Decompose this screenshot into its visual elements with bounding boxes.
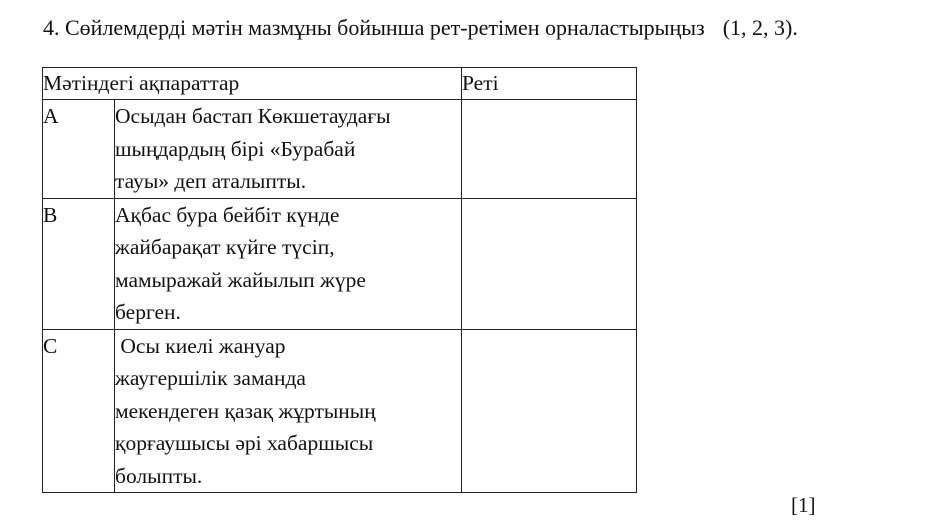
order-answer-cell[interactable] — [462, 198, 637, 329]
row-letter: A — [43, 100, 115, 199]
question-statement: 4. Сөйлемдерді мәтін мазмұны бойынша рет-ретімен орналастырыңыз — [43, 15, 705, 40]
table-row — [43, 198, 637, 329]
order-answer-cell[interactable] — [462, 100, 637, 199]
ordering-table — [42, 67, 637, 493]
sentence-line: жайбарақат күйге түсіп, — [115, 235, 335, 259]
table-row — [43, 329, 637, 493]
row-sentence — [115, 329, 462, 493]
order-answer-cell[interactable] — [462, 329, 637, 493]
table-header-row — [43, 68, 637, 100]
sentence-line: Ақбас бура бейбіт күнде — [115, 202, 340, 227]
question-text — [43, 12, 798, 44]
sentence-line: шыңдардың бірі «Бурабай — [115, 136, 356, 161]
sentence-line: қорғаушысы әрі хабаршысы — [115, 431, 374, 455]
row-sentence — [115, 100, 462, 199]
header-order: Реті — [462, 68, 637, 100]
score-mark: [1] — [791, 493, 816, 517]
sentence-line: жаугершілік заманда — [115, 366, 306, 390]
sentence-line: болыпты. — [115, 463, 203, 488]
row-letter: B — [43, 198, 115, 329]
sentence-line: Осыдан бастап Көкшетаудағы — [115, 104, 391, 128]
sentence-line: Осы киелі жануар — [115, 333, 286, 358]
header-info: Мәтіндегі ақпараттар — [43, 68, 462, 100]
sentence-line: мамыражай жайылып жүре — [115, 267, 366, 292]
sentence-line: берген. — [115, 300, 181, 324]
row-sentence — [115, 198, 462, 329]
question-hint: (1, 2, 3). — [722, 15, 798, 40]
sentence-line: тауы» деп аталыпты. — [115, 169, 307, 193]
row-letter: C — [43, 329, 115, 493]
table-row — [43, 100, 637, 199]
sentence-line: мекендеген қазақ жұртының — [115, 398, 376, 423]
